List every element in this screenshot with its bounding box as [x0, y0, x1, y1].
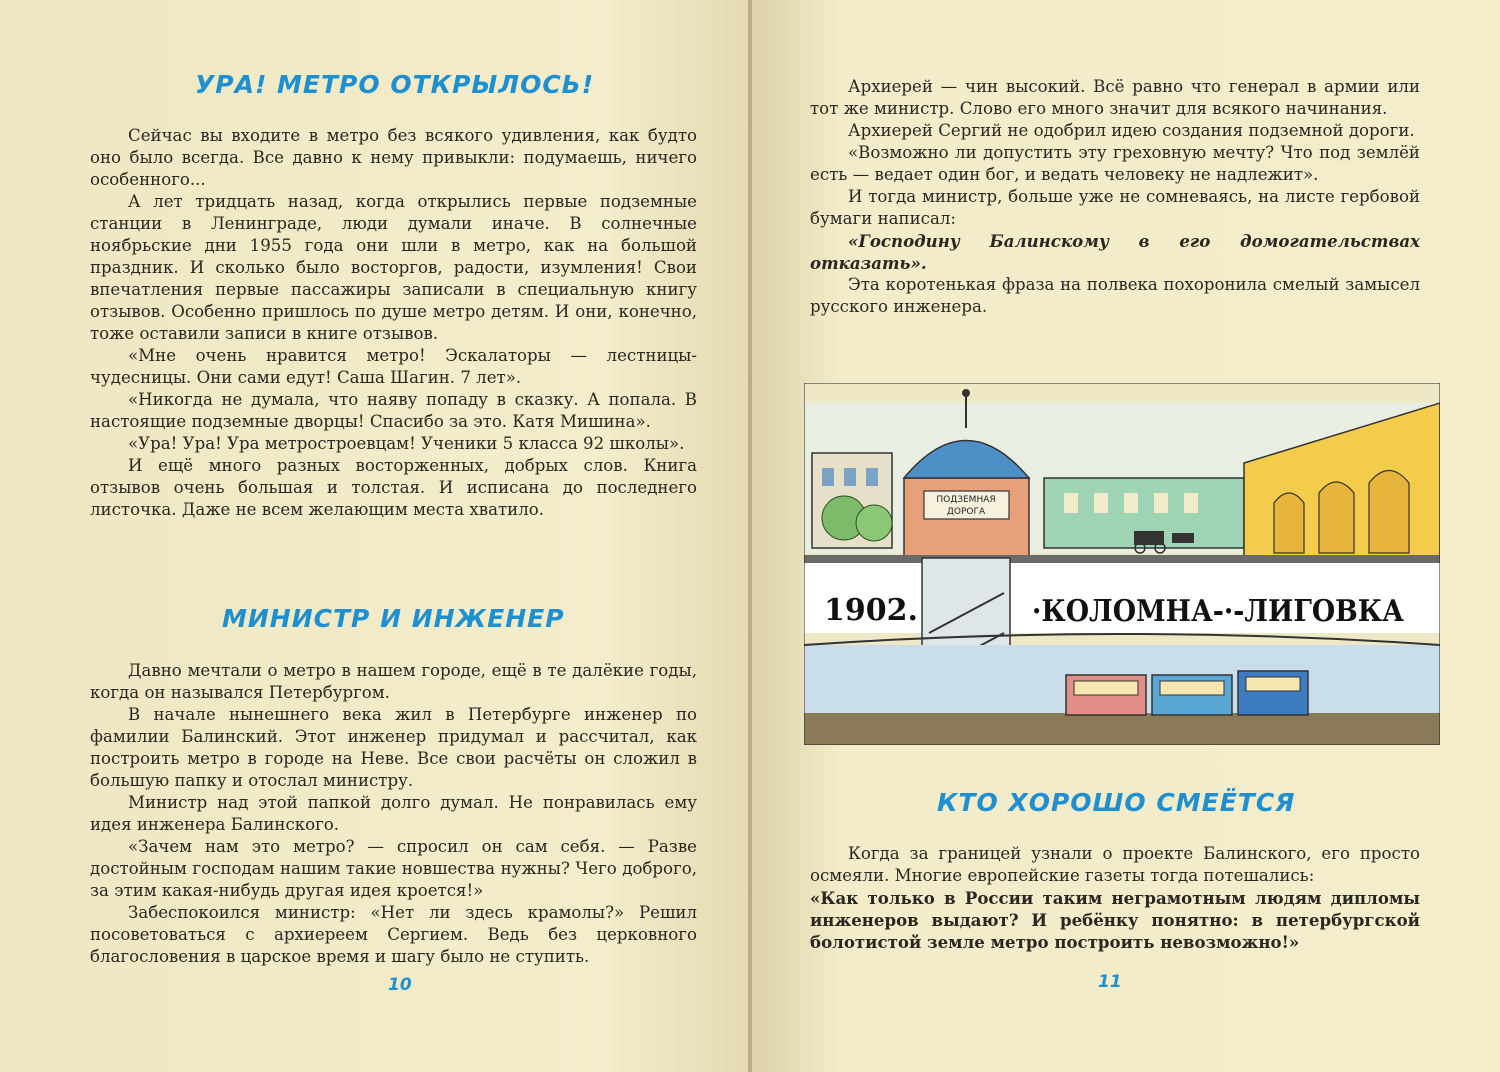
tree: [856, 505, 892, 541]
newspaper-quote: «Как только в России таким неграмотным людям дипломы инженеров выдают? И ребёнку понятно: в петербургской болотистой земле метро построить невозможно!»: [810, 888, 1420, 952]
section-metro-opened: [90, 125, 697, 521]
window: [844, 468, 856, 486]
route-label: ·КОЛОМНА-·-ЛИГОВКА: [1032, 594, 1405, 629]
paragraph: А лет тридцать назад, когда открылись первые подземные станции в Ленинграде, люди думали иначе. В солнечные ноябрьские дни 1955 года они шли в метро, как на большой праздник. И сколько было восторгов, радости, изумления! Свои впечатления первые пассажиры записали в специальную книгу отзывов. Особенно пришлось по душе метро детям. И они, конечно, тоже оставили записи в книге отзывов.: [90, 192, 697, 343]
arch: [1369, 471, 1409, 554]
heading-metro-opened: УРА! МЕТРО ОТКРЫЛОСЬ!: [195, 70, 595, 99]
paragraph: Когда за границей узнали о проекте Балинского, его просто осмеяли. Многие европейские газеты тогда потешались:: [810, 844, 1420, 885]
paragraph: И тогда министр, больше уже не сомневаясь, на листе гербовой бумаги написал:: [810, 187, 1420, 228]
window: [1124, 493, 1138, 513]
sign-text-line1: ПОДЗЕМНАЯ: [936, 495, 996, 505]
paragraph: Забеспокоился министр: «Нет ли здесь крамолы?» Решил посоветоваться с архиереем Сергием. Ведь без церковного благословения в царское время и шагу было не ступить.: [90, 903, 697, 966]
paragraph: «Возможно ли допустить эту греховную мечту? Что под землёй есть — ведает один бог, и ведать человеку не надлежит».: [810, 143, 1420, 184]
heading-who-laughs: КТО ХОРОШО СМЕЁТСЯ: [937, 788, 1296, 817]
heading-minister-engineer: МИНИСТР И ИНЖЕНЕР: [222, 604, 565, 633]
section-who-laughs: [810, 843, 1420, 953]
page-number: 11: [1098, 972, 1122, 992]
paragraph: Архиерей — чин высокий. Всё равно что генерал в армии или тот же министр. Слово его много значит для всякого начинания.: [810, 77, 1420, 118]
tunnel-floor: [804, 713, 1440, 745]
street: [804, 555, 1440, 563]
window: [1094, 493, 1108, 513]
paragraph: «Никогда не думала, что наяву попаду в сказку. А попала. В настоящие подземные дворцы! Спасибо за это. Катя Мишина».: [90, 390, 697, 431]
section-minister-engineer: [90, 660, 697, 968]
section-archbishop: [810, 76, 1420, 318]
paragraph: Сейчас вы входите в метро без всякого удивления, как будто оно было всегда. Все давно к нему привыкли: подумаешь, ничего особенного...: [90, 126, 697, 189]
sign-text-line2: ДОРОГА: [946, 507, 986, 517]
window: [822, 468, 834, 486]
tram-car: [1238, 671, 1308, 715]
tram-car: [1152, 675, 1232, 715]
arch: [1319, 482, 1354, 553]
arch: [1274, 493, 1304, 553]
window: [1184, 493, 1198, 513]
spire-ball: [962, 389, 970, 397]
paragraph: «Зачем нам это метро? — спросил он сам себя. — Разве достойным господам нашим такие новшества нужны? Чего доброго, за этим какая-нибудь другая идея кроется!»: [90, 837, 697, 900]
paragraph: Архиерей Сергий не одобрил идею создания подземной дороги.: [848, 121, 1415, 140]
window: [1154, 493, 1168, 513]
paragraph: И ещё много разных восторженных, добрых слов. Книга отзывов очень большая и толстая. И исписана до последнего листочка. Даже не всем желающим места хватило.: [90, 456, 697, 519]
paragraph: «Ура! Ура! Ура метростроевцам! Ученики 5 класса 92 школы».: [128, 434, 685, 453]
tram-car: [1066, 675, 1146, 715]
paragraph: Давно мечтали о метро в нашем городе, ещё в те далёкие годы, когда он назывался Петербургом.: [90, 661, 697, 702]
window: [1064, 493, 1078, 513]
page-number: 10: [388, 975, 412, 995]
paragraph: «Мне очень нравится метро! Эскалаторы — лестницы-чудесницы. Они сами едут! Саша Шагин. 7 лет».: [90, 346, 697, 387]
refusal-quote: «Господину Балинскому в его домогательствах отказать».: [810, 231, 1420, 273]
paragraph: Министр над этой папкой долго думал. Не понравилась ему идея инженера Балинского.: [90, 793, 697, 834]
metro-1902-illustration: [804, 383, 1440, 745]
paragraph: В начале нынешнего века жил в Петербурге инженер по фамилии Балинский. Этот инженер придумал и рассчитал, как построить метро в городе на Неве. Все свои расчёты он сложил в большую папку и отослал министру.: [90, 705, 697, 790]
paragraph: Эта коротенькая фраза на полвека похоронила смелый замысел русского инженера.: [810, 275, 1420, 316]
right-page: [752, 0, 1500, 1072]
window: [866, 468, 878, 486]
year-label: 1902.: [824, 593, 918, 628]
